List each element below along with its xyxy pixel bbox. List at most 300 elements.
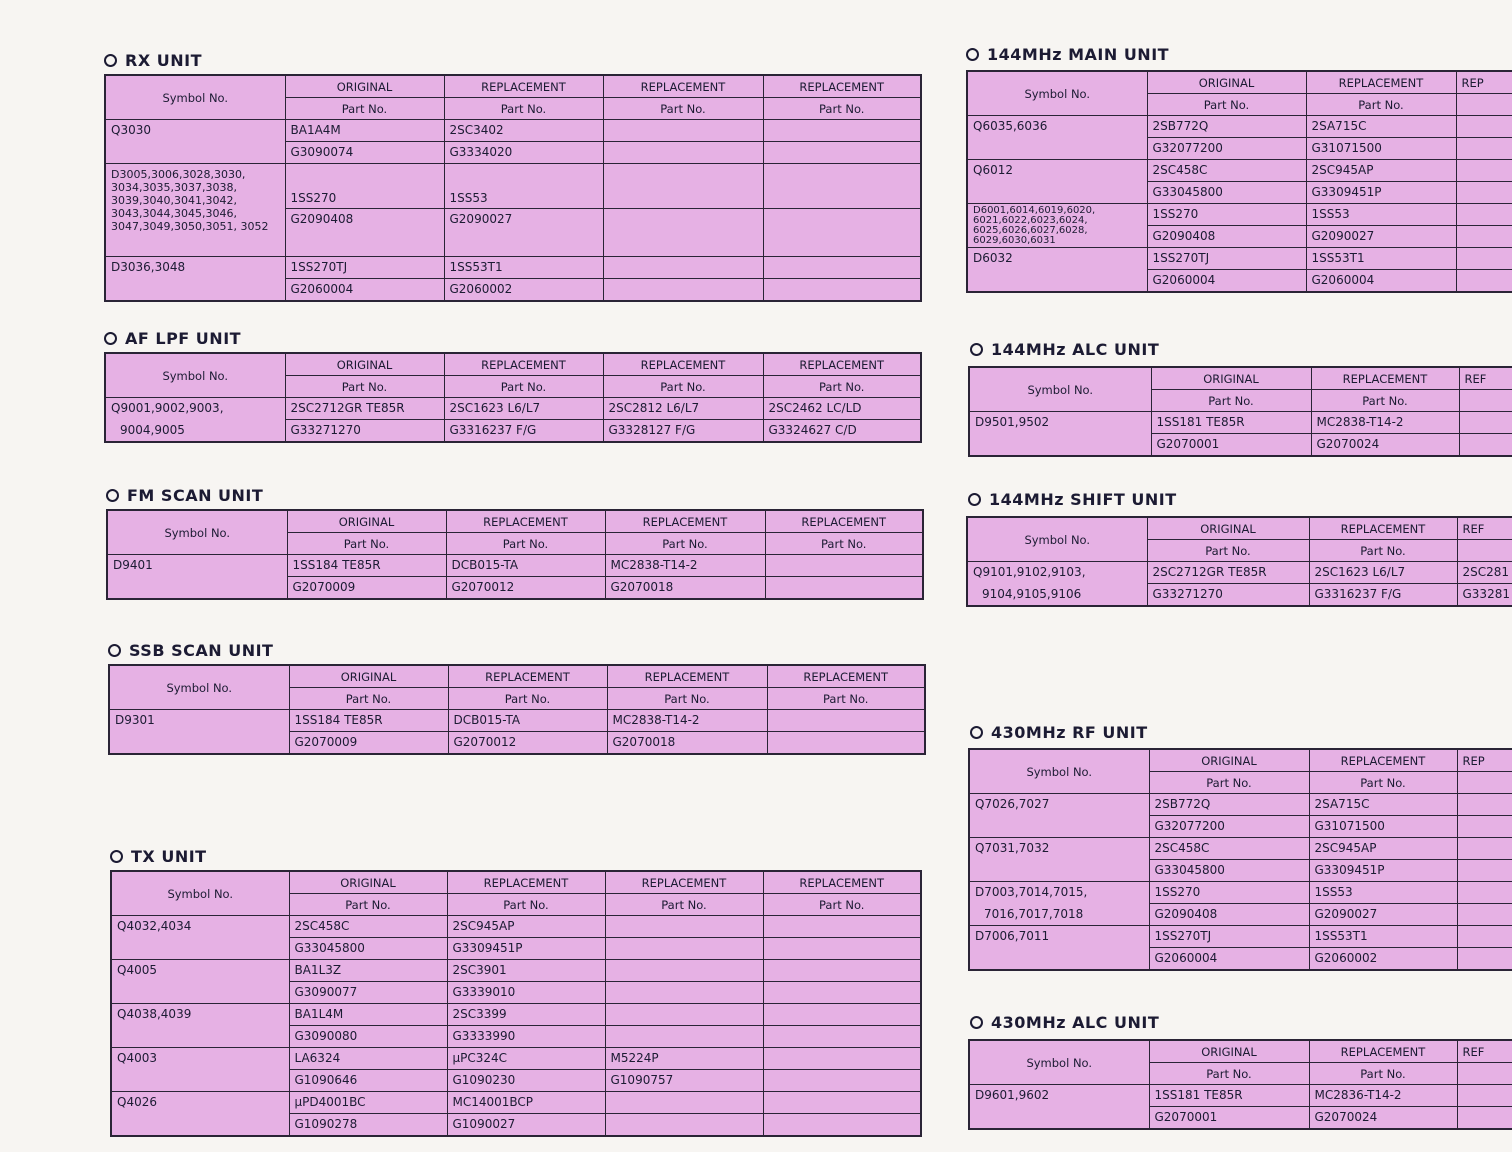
fm-scan-unit-table: [106, 509, 924, 600]
replacement-part-cell: G2060002: [1309, 948, 1457, 971]
symbol-cell: Q7026,7027: [969, 794, 1149, 838]
part-no-header: [1457, 540, 1512, 562]
original-part-cell: 1SS270: [1149, 882, 1309, 904]
part-no-header: Part No.: [448, 688, 607, 710]
original-part-cell: G2090408: [285, 209, 444, 257]
part-no-header: Part No.: [763, 376, 921, 398]
replacement-part-cell: [605, 960, 763, 982]
alc-144mhz-unit-table: [968, 366, 1512, 457]
replacement-part-cell: 2SA715C: [1306, 116, 1456, 138]
original-part-cell: BA1L4M: [289, 1004, 447, 1026]
replacement-part-cell: [763, 960, 921, 982]
table-row: [969, 838, 1512, 860]
rf-430mhz-unit-table: [968, 748, 1512, 971]
replacement-part-cell: [767, 710, 925, 732]
tx-unit-table: [110, 870, 922, 1137]
replacement-part-cell: [605, 1026, 763, 1048]
replacement-part-cell: G3333990: [447, 1026, 605, 1048]
table-row: [109, 710, 925, 732]
part-no-header: Part No.: [607, 688, 767, 710]
table-row: [105, 398, 921, 420]
replacement-part-cell: 1SS53T1: [1309, 926, 1457, 948]
replacement-part-cell: [763, 279, 921, 302]
part-no-header: Part No.: [763, 98, 921, 120]
original-part-cell: G2070009: [289, 732, 448, 755]
symbol-cell: D6001,6014,6019,6020, 6021,6022,6023,6024, 6025,6026,6027,6028, 6029,6030,6031: [967, 204, 1147, 248]
replacement-part-cell: 2SC3901: [447, 960, 605, 982]
part-no-header: Part No.: [605, 533, 765, 555]
replacement-header: REPLACEMENT: [605, 871, 763, 894]
part-no-header: Part No.: [765, 533, 923, 555]
symbol-header: Symbol No.: [969, 1040, 1149, 1085]
replacement-part-cell: [763, 1070, 921, 1092]
fm-scan-unit-title: [106, 486, 263, 505]
replacement-part-cell: [605, 1114, 763, 1137]
replacement-part-cell: G3309451P: [447, 938, 605, 960]
original-part-cell: G2090408: [1149, 904, 1309, 926]
replacement-part-cell: [765, 577, 923, 600]
circle-bullet-icon: [104, 332, 117, 345]
part-no-header: Part No.: [447, 894, 605, 916]
replacement-part-cell: G1090757: [605, 1070, 763, 1092]
symbol-header: Symbol No.: [969, 367, 1151, 412]
table-row: [967, 160, 1512, 182]
replacement-part-cell: 1SS53T1: [1306, 248, 1456, 270]
replacement-part-cell: [1459, 412, 1512, 434]
alc-144mhz-unit-title: [970, 340, 1159, 359]
original-part-cell: 2SC458C: [289, 916, 447, 938]
original-part-cell: 2SC458C: [1149, 838, 1309, 860]
original-header: ORIGINAL: [287, 510, 446, 533]
original-part-cell: G33271270: [285, 420, 444, 443]
symbol-cell: D9301: [109, 710, 289, 755]
replacement-part-cell: [1457, 794, 1512, 816]
replacement-part-cell: 2SC3402: [444, 120, 603, 142]
replacement-part-cell: [1456, 138, 1512, 160]
replacement-header: REPLACEMENT: [607, 665, 767, 688]
part-no-header: Part No.: [444, 98, 603, 120]
part-no-header: Part No.: [1147, 540, 1309, 562]
part-no-header: Part No.: [289, 894, 447, 916]
part-no-header: Part No.: [1309, 772, 1457, 794]
original-part-cell: G1090646: [289, 1070, 447, 1092]
replacement-part-cell: [767, 732, 925, 755]
original-header: ORIGINAL: [1149, 749, 1309, 772]
replacement-part-cell: G3334020: [444, 142, 603, 164]
replacement-part-cell: [1457, 948, 1512, 971]
replacement-part-cell: G2090027: [1306, 226, 1456, 248]
part-no-header: Part No.: [763, 894, 921, 916]
main-144mhz-unit-title-text: 144MHz MAIN UNIT: [987, 45, 1170, 64]
replacement-part-cell: [1456, 160, 1512, 182]
symbol-cell: D7003,7014,7015,: [969, 882, 1149, 904]
part-no-header: [1457, 772, 1512, 794]
replacement-part-cell: [1459, 434, 1512, 457]
table-row: [967, 116, 1512, 138]
symbol-cell: D7006,7011: [969, 926, 1149, 971]
symbol-header: Symbol No.: [969, 749, 1149, 794]
replacement-part-cell: G2070012: [446, 577, 605, 600]
original-part-cell: G2060004: [1147, 270, 1306, 293]
circle-bullet-icon: [106, 489, 119, 502]
rx-unit-title-text: RX UNIT: [125, 51, 202, 70]
original-part-cell: 1SS270: [1147, 204, 1306, 226]
replacement-part-cell: G33281: [1457, 584, 1512, 607]
original-part-cell: G2060004: [285, 279, 444, 302]
original-part-cell: BA1L3Z: [289, 960, 447, 982]
replacement-part-cell: G2060004: [1306, 270, 1456, 293]
replacement-header: REPLACEMENT: [767, 665, 925, 688]
alc-144mhz-unit-title-text: 144MHz ALC UNIT: [991, 340, 1160, 359]
replacement-header: REPLACEMENT: [763, 871, 921, 894]
replacement-part-cell: 2SC945AP: [447, 916, 605, 938]
replacement-part-cell: [763, 1026, 921, 1048]
table-row: [969, 1085, 1512, 1107]
symbol-cell: Q6035,6036: [967, 116, 1147, 160]
replacement-part-cell: MC14001BCP: [447, 1092, 605, 1114]
part-no-header: Part No.: [444, 376, 603, 398]
table-row: [107, 555, 923, 577]
symbol-cell: Q4038,4039: [111, 1004, 289, 1048]
symbol-cell: Q7031,7032: [969, 838, 1149, 882]
replacement-part-cell: 1SS53: [444, 164, 603, 209]
table-row: [105, 164, 921, 209]
original-part-cell: G32077200: [1147, 138, 1306, 160]
original-part-cell: G3090077: [289, 982, 447, 1004]
original-part-cell: G2070001: [1151, 434, 1311, 457]
original-part-cell: 2SB772Q: [1147, 116, 1306, 138]
original-header: ORIGINAL: [1147, 71, 1306, 94]
replacement-part-cell: [763, 1048, 921, 1070]
replacement-part-cell: [1456, 204, 1512, 226]
original-part-cell: G33271270: [1147, 584, 1309, 607]
table-row: [967, 204, 1512, 226]
original-part-cell: 1SS184 TE85R: [289, 710, 448, 732]
table-row: [105, 120, 921, 142]
part-no-header: Part No.: [605, 894, 763, 916]
replacement-part-cell: [1457, 904, 1512, 926]
symbol-cell: D6032: [967, 248, 1147, 293]
symbol-header: Symbol No.: [109, 665, 289, 710]
replacement-part-cell: 1SS53T1: [444, 257, 603, 279]
original-header: ORIGINAL: [1147, 517, 1309, 540]
part-no-header: Part No.: [285, 376, 444, 398]
replacement-header: REPLACEMENT: [444, 353, 603, 376]
table-row: [967, 584, 1512, 607]
original-part-cell: 1SS270TJ: [1149, 926, 1309, 948]
symbol-cell: 7016,7017,7018: [969, 904, 1149, 926]
original-part-cell: 1SS181 TE85R: [1151, 412, 1311, 434]
original-part-cell: G32077200: [1149, 816, 1309, 838]
replacement-part-cell: 2SC2812 L6/L7: [603, 398, 763, 420]
replacement-part-cell: [603, 209, 763, 257]
original-part-cell: 1SS184 TE85R: [287, 555, 446, 577]
circle-bullet-icon: [970, 343, 983, 356]
part-no-header: [1456, 94, 1512, 116]
original-part-cell: G2090408: [1147, 226, 1306, 248]
replacement-header: REPLACEMENT: [603, 75, 763, 98]
tx-unit-title-text: TX UNIT: [131, 847, 207, 866]
ssb-scan-unit-title: [108, 641, 273, 660]
replacement-part-cell: G2090027: [444, 209, 603, 257]
replacement-part-cell: [1456, 116, 1512, 138]
replacement-part-cell: MC2838-T14-2: [605, 555, 765, 577]
symbol-cell: D9501,9502: [969, 412, 1151, 457]
symbol-cell: D3036,3048: [105, 257, 285, 302]
original-part-cell: 1SS181 TE85R: [1149, 1085, 1309, 1107]
symbol-cell: 9104,9105,9106: [967, 584, 1147, 607]
replacement-part-cell: G2070018: [607, 732, 767, 755]
alc-430mhz-unit-title-text: 430MHz ALC UNIT: [991, 1013, 1160, 1032]
original-header: ORIGINAL: [289, 665, 448, 688]
replacement-part-cell: [605, 982, 763, 1004]
shift-144mhz-unit-title-text: 144MHz SHIFT UNIT: [989, 490, 1177, 509]
table-row: [969, 926, 1512, 948]
part-no-header: Part No.: [446, 533, 605, 555]
table-row: [967, 562, 1512, 584]
original-header: ORIGINAL: [285, 75, 444, 98]
replacement-part-cell: [1457, 1085, 1512, 1107]
replacement-part-cell: G3328127 F/G: [603, 420, 763, 443]
replacement-header: REPLACEMENT: [446, 510, 605, 533]
replacement-header: REF: [1457, 1040, 1512, 1063]
table-row: [111, 916, 921, 938]
replacement-part-cell: [603, 279, 763, 302]
table-row: [969, 882, 1512, 904]
shift-144mhz-unit-title: [968, 490, 1177, 509]
replacement-part-cell: G3316237 F/G: [444, 420, 603, 443]
replacement-part-cell: [1457, 816, 1512, 838]
af-lpf-unit-title: [104, 329, 241, 348]
replacement-header: REF: [1459, 367, 1512, 390]
original-header: ORIGINAL: [289, 871, 447, 894]
replacement-header: REPLACEMENT: [603, 353, 763, 376]
symbol-cell: 9004,9005: [105, 420, 285, 443]
replacement-part-cell: G2070024: [1311, 434, 1459, 457]
replacement-part-cell: DCB015-TA: [448, 710, 607, 732]
part-no-header: Part No.: [1147, 94, 1306, 116]
replacement-part-cell: [1457, 882, 1512, 904]
replacement-part-cell: M5224P: [605, 1048, 763, 1070]
replacement-part-cell: MC2836-T14-2: [1309, 1085, 1457, 1107]
table-row: [111, 1004, 921, 1026]
part-no-header: Part No.: [603, 98, 763, 120]
original-part-cell: G33045800: [1147, 182, 1306, 204]
original-part-cell: G2060004: [1149, 948, 1309, 971]
replacement-header: REPLACEMENT: [1309, 1040, 1457, 1063]
circle-bullet-icon: [970, 1016, 983, 1029]
symbol-cell: Q9101,9102,9103,: [967, 562, 1147, 584]
replacement-header: REPLACEMENT: [763, 353, 921, 376]
replacement-part-cell: [1456, 182, 1512, 204]
replacement-part-cell: 2SC945AP: [1309, 838, 1457, 860]
table-row: [969, 794, 1512, 816]
replacement-part-cell: [763, 142, 921, 164]
main-144mhz-unit-title: [966, 45, 1169, 64]
replacement-part-cell: G3316237 F/G: [1309, 584, 1457, 607]
replacement-part-cell: [1456, 270, 1512, 293]
symbol-header: Symbol No.: [107, 510, 287, 555]
replacement-part-cell: MC2838-T14-2: [607, 710, 767, 732]
replacement-part-cell: [763, 916, 921, 938]
table-row: [967, 248, 1512, 270]
replacement-header: REPLACEMENT: [1311, 367, 1459, 390]
replacement-part-cell: 2SA715C: [1309, 794, 1457, 816]
symbol-cell: Q3030: [105, 120, 285, 164]
part-no-header: Part No.: [767, 688, 925, 710]
af-lpf-unit-table: [104, 352, 922, 443]
replacement-header: REPLACEMENT: [605, 510, 765, 533]
original-header: ORIGINAL: [285, 353, 444, 376]
replacement-part-cell: [603, 257, 763, 279]
part-no-header: Part No.: [1309, 1063, 1457, 1085]
table-row: [111, 1048, 921, 1070]
circle-bullet-icon: [108, 644, 121, 657]
replacement-part-cell: [765, 555, 923, 577]
replacement-part-cell: [603, 164, 763, 209]
symbol-cell: Q9001,9002,9003,: [105, 398, 285, 420]
replacement-part-cell: G3309451P: [1309, 860, 1457, 882]
replacement-header: REPLACEMENT: [1306, 71, 1456, 94]
alc-430mhz-unit-title: [970, 1013, 1159, 1032]
original-part-cell: 2SC2712GR TE85R: [1147, 562, 1309, 584]
replacement-part-cell: G31071500: [1306, 138, 1456, 160]
symbol-header: Symbol No.: [967, 71, 1147, 116]
replacement-part-cell: [763, 982, 921, 1004]
part-no-header: [1457, 1063, 1512, 1085]
ssb-scan-unit-table: [108, 664, 926, 755]
replacement-part-cell: MC2838-T14-2: [1311, 412, 1459, 434]
replacement-part-cell: [763, 120, 921, 142]
shift-144mhz-unit-table: [966, 516, 1512, 607]
replacement-part-cell: [603, 142, 763, 164]
replacement-header: REP: [1457, 749, 1512, 772]
rf-430mhz-unit-title: [970, 723, 1148, 742]
table-row: [111, 1092, 921, 1114]
main-144mhz-unit-table: [966, 70, 1512, 293]
replacement-part-cell: [763, 1004, 921, 1026]
alc-430mhz-unit-table: [968, 1039, 1512, 1130]
original-part-cell: 2SC2712GR TE85R: [285, 398, 444, 420]
replacement-part-cell: 1SS53: [1306, 204, 1456, 226]
original-part-cell: 1SS270TJ: [285, 257, 444, 279]
replacement-header: REP: [1456, 71, 1512, 94]
replacement-part-cell: [763, 1092, 921, 1114]
replacement-header: REPLACEMENT: [765, 510, 923, 533]
original-part-cell: 2SB772Q: [1149, 794, 1309, 816]
symbol-cell: Q4003: [111, 1048, 289, 1092]
table-row: [105, 257, 921, 279]
rf-430mhz-unit-title-text: 430MHz RF UNIT: [991, 723, 1148, 742]
replacement-part-cell: G31071500: [1309, 816, 1457, 838]
replacement-part-cell: G1090230: [447, 1070, 605, 1092]
original-header: ORIGINAL: [1149, 1040, 1309, 1063]
replacement-part-cell: [605, 916, 763, 938]
symbol-cell: D3005,3006,3028,3030, 3034,3035,3037,3038, 3039,3040,3041,3042, 3043,3044,3045,3046, 3047,3049,3050,3051, 3052: [105, 164, 285, 257]
replacement-part-cell: G1090027: [447, 1114, 605, 1137]
replacement-part-cell: G2060002: [444, 279, 603, 302]
symbol-header: Symbol No.: [105, 75, 285, 120]
replacement-header: REPLACEMENT: [448, 665, 607, 688]
replacement-part-cell: [605, 938, 763, 960]
symbol-cell: D9601,9602: [969, 1085, 1149, 1130]
af-lpf-unit-title-text: AF LPF UNIT: [125, 329, 242, 348]
replacement-header: REPLACEMENT: [1309, 517, 1457, 540]
replacement-part-cell: 2SC281: [1457, 562, 1512, 584]
original-part-cell: µPD4001BC: [289, 1092, 447, 1114]
part-no-header: Part No.: [289, 688, 448, 710]
original-part-cell: LA6324: [289, 1048, 447, 1070]
replacement-part-cell: 2SC3399: [447, 1004, 605, 1026]
original-part-cell: 1SS270TJ: [1147, 248, 1306, 270]
part-no-header: Part No.: [1309, 540, 1457, 562]
part-no-header: Part No.: [1306, 94, 1456, 116]
original-header: ORIGINAL: [1151, 367, 1311, 390]
replacement-part-cell: [763, 257, 921, 279]
replacement-header: REPLACEMENT: [1309, 749, 1457, 772]
circle-bullet-icon: [968, 493, 981, 506]
part-no-header: Part No.: [1311, 390, 1459, 412]
replacement-header: REPLACEMENT: [447, 871, 605, 894]
replacement-part-cell: G2070012: [448, 732, 607, 755]
replacement-part-cell: [603, 120, 763, 142]
part-no-header: Part No.: [603, 376, 763, 398]
replacement-part-cell: G2070018: [605, 577, 765, 600]
original-part-cell: G3090074: [285, 142, 444, 164]
circle-bullet-icon: [104, 54, 117, 67]
replacement-part-cell: [605, 1092, 763, 1114]
symbol-cell: Q4005: [111, 960, 289, 1004]
original-part-cell: G33045800: [289, 938, 447, 960]
part-no-header: Part No.: [1151, 390, 1311, 412]
replacement-part-cell: [763, 938, 921, 960]
replacement-header: REPLACEMENT: [763, 75, 921, 98]
original-part-cell: G2070009: [287, 577, 446, 600]
symbol-header: Symbol No.: [105, 353, 285, 398]
replacement-part-cell: [605, 1004, 763, 1026]
original-part-cell: G1090278: [289, 1114, 447, 1137]
symbol-cell: D9401: [107, 555, 287, 600]
replacement-header: REF: [1457, 517, 1512, 540]
replacement-part-cell: µPC324C: [447, 1048, 605, 1070]
table-row: [969, 904, 1512, 926]
replacement-part-cell: [1456, 248, 1512, 270]
replacement-part-cell: DCB015-TA: [446, 555, 605, 577]
part-no-header: Part No.: [1149, 772, 1309, 794]
circle-bullet-icon: [970, 726, 983, 739]
table-row: [111, 960, 921, 982]
replacement-part-cell: [1457, 926, 1512, 948]
ssb-scan-unit-title-text: SSB SCAN UNIT: [129, 641, 274, 660]
replacement-part-cell: G3309451P: [1306, 182, 1456, 204]
replacement-part-cell: [763, 1114, 921, 1137]
original-part-cell: G33045800: [1149, 860, 1309, 882]
rx-unit-table: [104, 74, 922, 302]
symbol-cell: Q4032,4034: [111, 916, 289, 960]
replacement-part-cell: G3324627 C/D: [763, 420, 921, 443]
replacement-part-cell: G3339010: [447, 982, 605, 1004]
replacement-part-cell: [1457, 1107, 1512, 1130]
replacement-part-cell: 2SC1623 L6/L7: [444, 398, 603, 420]
replacement-part-cell: [763, 209, 921, 257]
fm-scan-unit-title-text: FM SCAN UNIT: [127, 486, 264, 505]
replacement-part-cell: G2070024: [1309, 1107, 1457, 1130]
original-part-cell: G3090080: [289, 1026, 447, 1048]
replacement-part-cell: [763, 164, 921, 209]
rx-unit-title: [104, 51, 202, 70]
circle-bullet-icon: [110, 850, 123, 863]
replacement-part-cell: 2SC1623 L6/L7: [1309, 562, 1457, 584]
